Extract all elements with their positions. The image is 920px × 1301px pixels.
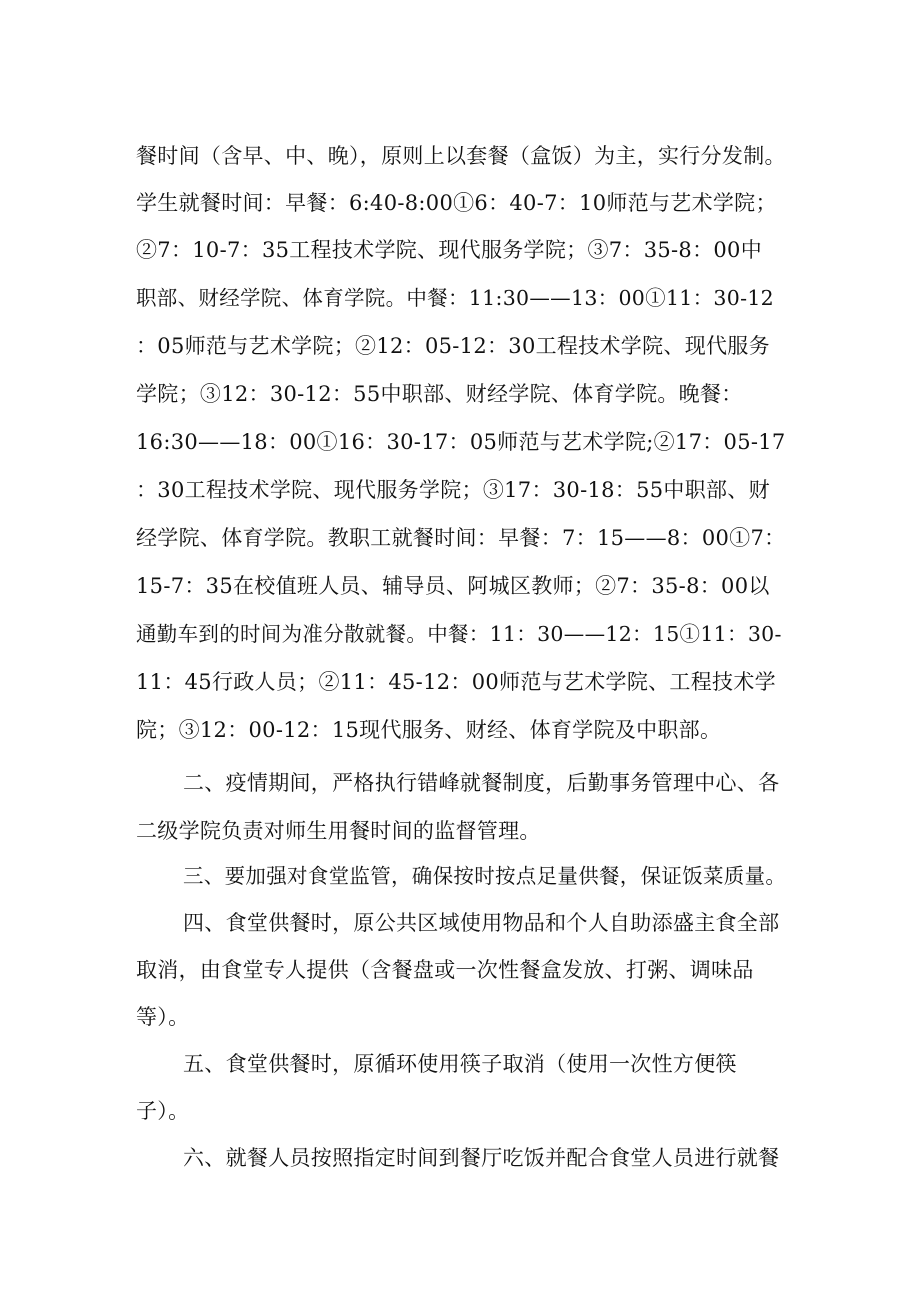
paragraph-5-line-1: 五、食堂供餐时，原循环使用筷子取消（使用一次性方便筷 <box>183 1052 737 1076</box>
paragraph-4-line-1: 四、食堂供餐时，原公共区域使用物品和个人自助添盛主食全部 <box>183 911 780 935</box>
text-line-1: 餐时间（含早、中、晚），原则上以套餐（盒饭）为主，实行分发制。 <box>136 144 786 168</box>
text-line-3: ②7：10-7：35工程技术学院、现代服务学院；③7：35-8：00中 <box>136 238 763 262</box>
paragraph-2-line-2: 二级学院负责对师生用餐时间的监督管理。 <box>136 819 541 843</box>
paragraph-6-line-1: 六、就餐人员按照指定时间到餐厅吃饭并配合食堂人员进行就餐 <box>183 1146 780 1170</box>
text-line-6: 学院；③12：30-12：55中职部、财经学院、体育学院。晚餐： <box>136 382 743 406</box>
text-line-13: 院；③12：00-12：15现代服务、财经、体育学院及中职部。 <box>136 718 722 742</box>
paragraph-5-line-2: 子）。 <box>136 1099 190 1123</box>
paragraph-2-line-1: 二、疫情期间，严格执行错峰就餐制度，后勤事务管理中心、各 <box>183 771 780 795</box>
text-line-4: 职部、财经学院、体育学院。中餐：11:30——13：00①11：30-12 <box>136 286 775 310</box>
paragraph-3-line-1: 三、要加强对食堂监管，确保按时按点足量供餐，保证饭菜质量。 <box>183 864 787 888</box>
text-line-8: ：30工程技术学院、现代服务学院；③17：30-18：55中职部、财 <box>136 478 770 502</box>
text-line-5: ：05师范与艺术学院；②12：05-12：30工程技术学院、现代服务 <box>136 334 770 358</box>
text-line-9: 经学院、体育学院。教职工就餐时间：早餐：7：15——8：00①7： <box>136 526 786 550</box>
text-line-2: 学生就餐时间：早餐：6:40-8:00①6：40-7：10师范与艺术学院； <box>136 191 777 215</box>
text-line-10: 15-7：35在校值班人员、辅导员、阿城区教师；②7：35-8：00以 <box>136 574 770 598</box>
text-line-12: 11：45行政人员；②11：45-12：00师范与艺术学院、工程技术学 <box>136 670 776 694</box>
paragraph-4-line-2: 取消，由食堂专人提供（含餐盘或一次性餐盒发放、打粥、调味品 <box>136 958 754 982</box>
text-line-7: 16:30——18：00①16：30-17：05师范与艺术学院;②17：05-17 <box>136 430 786 454</box>
paragraph-4-line-3: 等）。 <box>136 1005 190 1029</box>
text-line-11: 通勤车到的时间为准分散就餐。中餐：11：30——12：15①11：30- <box>136 622 782 646</box>
